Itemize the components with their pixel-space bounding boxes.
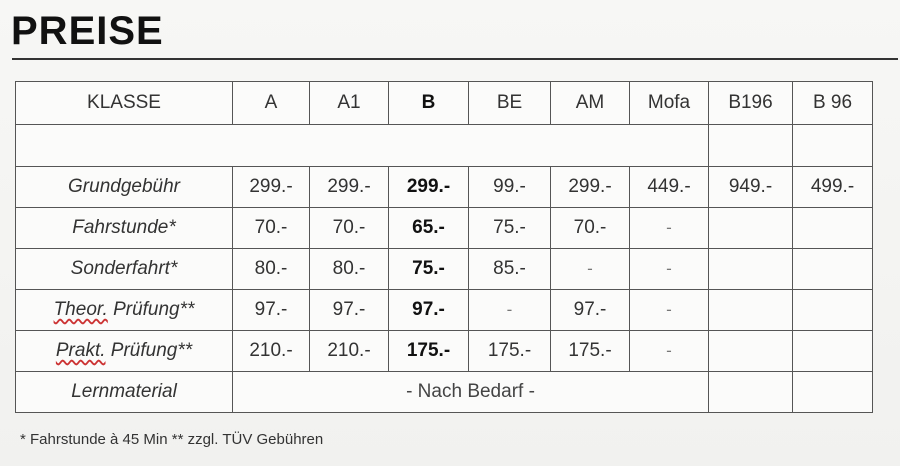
price-cell: 80.- (310, 249, 389, 290)
column-header-be: BE (469, 82, 551, 125)
price-cell: 70.- (551, 208, 630, 249)
row-label-rest: Prüfung** (107, 299, 195, 320)
lernmaterial-value: - Nach Bedarf - (233, 372, 709, 413)
price-cell: 70.- (233, 208, 310, 249)
row-label (16, 290, 233, 331)
price-cell: 299.- (310, 167, 389, 208)
header-row (16, 82, 873, 125)
row-label (16, 331, 233, 372)
footnote: * Fahrstunde à 45 Min ** zzgl. TÜV Gebühren (20, 431, 324, 448)
column-header-a1: A1 (310, 82, 389, 125)
table-row-prakt-pruefung (16, 331, 873, 372)
column-header-am: AM (551, 82, 630, 125)
spacer-cell-b96 (793, 125, 873, 167)
price-cell (793, 331, 873, 372)
price-cell: 65.- (389, 208, 469, 249)
price-cell: - (630, 208, 709, 249)
table-row-grundgebuehr (16, 167, 873, 208)
price-cell (709, 208, 793, 249)
price-cell: - (630, 249, 709, 290)
price-cell: 175.- (389, 331, 469, 372)
price-cell: 499.- (793, 167, 873, 208)
row-label: Lernmaterial (16, 372, 233, 413)
row-label-rest: Prüfung** (105, 340, 193, 361)
price-cell (793, 372, 873, 413)
price-cell: 210.- (310, 331, 389, 372)
price-cell (793, 249, 873, 290)
price-cell: 97.- (233, 290, 310, 331)
price-cell: - (630, 331, 709, 372)
price-cell: 210.- (233, 331, 310, 372)
price-cell: 75.- (389, 249, 469, 290)
price-cell: 85.- (469, 249, 551, 290)
table-row-theor-pruefung (16, 290, 873, 331)
price-cell (709, 290, 793, 331)
row-label: Sonderfahrt* (16, 249, 233, 290)
title-divider (12, 58, 898, 60)
table-row-lernmaterial (16, 372, 873, 413)
price-cell: 299.- (233, 167, 310, 208)
price-cell: 175.- (551, 331, 630, 372)
price-cell: 80.- (233, 249, 310, 290)
table-row-fahrstunde (16, 208, 873, 249)
spacer-cell-b196 (709, 125, 793, 167)
column-header-b196: B196 (709, 82, 793, 125)
price-cell: 97.- (551, 290, 630, 331)
price-cell: - (551, 249, 630, 290)
price-cell (709, 249, 793, 290)
price-cell: 99.- (469, 167, 551, 208)
price-cell: 449.- (630, 167, 709, 208)
table-row-sonderfahrt (16, 249, 873, 290)
price-cell: 299.- (389, 167, 469, 208)
price-cell: 97.- (389, 290, 469, 331)
spacer-cell (16, 125, 709, 167)
row-label: Fahrstunde* (16, 208, 233, 249)
price-table (15, 81, 873, 413)
column-header-b96: B 96 (793, 82, 873, 125)
price-cell: 175.- (469, 331, 551, 372)
row-label: Grundgebühr (16, 167, 233, 208)
spacer-row (16, 125, 873, 167)
column-header-klasse: KLASSE (16, 82, 233, 125)
row-label-abbr: Prakt. (55, 340, 106, 361)
price-cell (793, 290, 873, 331)
price-cell: 75.- (469, 208, 551, 249)
price-cell (709, 372, 793, 413)
column-header-mofa: Mofa (630, 82, 709, 125)
price-cell: 299.- (551, 167, 630, 208)
price-cell: 949.- (709, 167, 793, 208)
price-cell: 97.- (310, 290, 389, 331)
page-title: PREISE (11, 9, 164, 53)
column-header-a: A (233, 82, 310, 125)
price-cell (709, 331, 793, 372)
price-cell: - (630, 290, 709, 331)
row-label-abbr: Theor. (53, 299, 108, 320)
column-header-b: B (389, 82, 469, 125)
price-cell: 70.- (310, 208, 389, 249)
price-cell: - (469, 290, 551, 331)
price-cell (793, 208, 873, 249)
